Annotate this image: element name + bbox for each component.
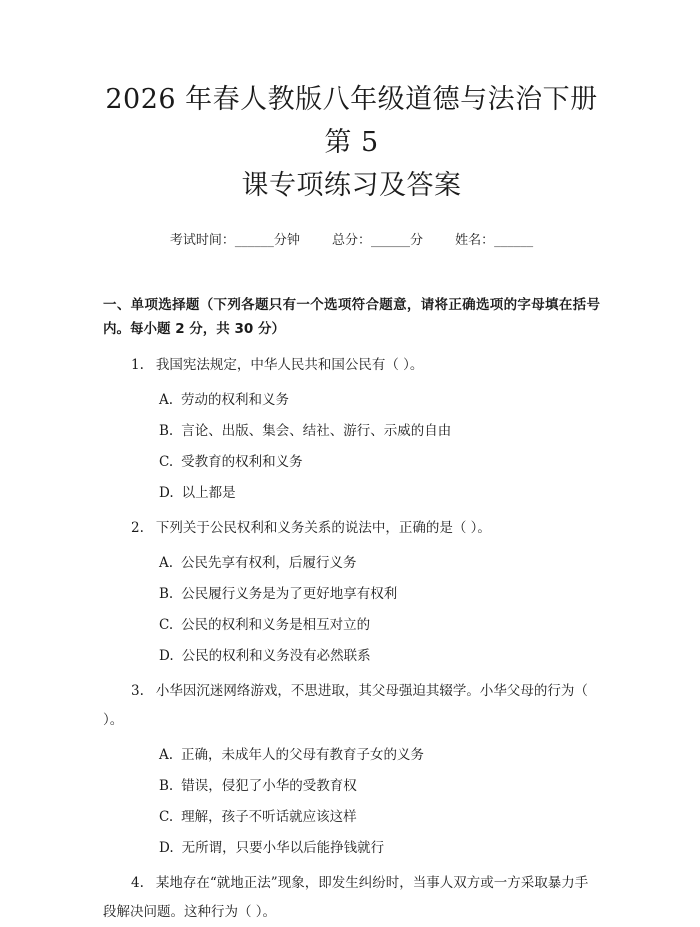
option-text: 受教育的权利和义务 xyxy=(181,454,303,470)
option-text: 理解，孩子不听话就应该这样 xyxy=(181,809,357,825)
question-2 xyxy=(103,514,600,667)
option-b xyxy=(159,776,600,797)
total-score-unit: 分 xyxy=(410,233,424,248)
option-letter: D. xyxy=(159,485,174,501)
question-number: 1. xyxy=(131,357,144,373)
option-c xyxy=(159,807,600,828)
title-line-1: 2026 年春人教版八年级道德与法治下册第 5 xyxy=(105,84,598,158)
exam-time xyxy=(170,233,300,248)
question-stem xyxy=(103,869,600,927)
question-text: 我国宪法规定，中华人民共和国公民有（ ）。 xyxy=(155,357,424,373)
question-text: 小华因沉迷网络游戏，不思进取，其父母强迫其辍学。小华父母的行为（ ）。 xyxy=(103,683,588,728)
option-text: 公民的权利和义务是相互对立的 xyxy=(181,617,371,633)
option-text: 公民履行义务是为了更好地享有权利 xyxy=(181,586,398,602)
option-c xyxy=(159,615,600,636)
option-letter: A. xyxy=(159,555,174,571)
option-d xyxy=(159,646,600,667)
option-d xyxy=(159,483,600,504)
option-text: 错误，侵犯了小华的受教育权 xyxy=(181,778,357,794)
option-a xyxy=(159,553,600,574)
option-text: 劳动的权利和义务 xyxy=(181,392,290,408)
option-letter: D. xyxy=(159,840,174,856)
exam-time-unit: 分钟 xyxy=(273,233,300,248)
total-score xyxy=(332,233,423,248)
total-score-label: 总分： xyxy=(331,233,371,248)
option-text: 言论、出版、集会、结社、游行、示威的自由 xyxy=(181,423,452,439)
option-text: 公民的权利和义务没有必然联系 xyxy=(181,648,371,664)
question-stem xyxy=(103,514,600,543)
question-3 xyxy=(103,677,600,859)
exam-time-label: 考试时间： xyxy=(169,233,235,248)
exam-time-blank: ______ xyxy=(234,233,274,248)
option-letter: B. xyxy=(159,423,174,439)
option-b xyxy=(159,584,600,605)
question-text: 下列关于公民权利和义务关系的说法中，正确的是（ ）。 xyxy=(155,520,491,536)
total-score-blank: ______ xyxy=(371,233,410,248)
question-1 xyxy=(103,351,600,504)
exam-info xyxy=(103,231,600,251)
option-text: 公民先享有权利，后履行义务 xyxy=(181,555,357,571)
option-letter: A. xyxy=(159,392,174,408)
document-title xyxy=(103,0,600,207)
option-text: 正确，未成年人的父母有教育子女的义务 xyxy=(181,747,425,763)
option-a xyxy=(159,745,600,766)
option-text: 以上都是 xyxy=(181,485,236,501)
option-letter: C. xyxy=(159,809,174,825)
option-b xyxy=(159,421,600,442)
student-name xyxy=(455,233,533,248)
question-number: 3. xyxy=(131,683,144,699)
option-a xyxy=(159,390,600,411)
student-name-label: 姓名： xyxy=(455,233,495,248)
option-letter: D. xyxy=(159,648,174,664)
section-title: 一、单项选择题（下列各题只有一个选项符合题意，请将正确选项的字母填在括号内。每小题 2 分，共 30 分） xyxy=(103,297,600,337)
option-letter: B. xyxy=(159,586,174,602)
option-letter: A. xyxy=(159,747,174,763)
option-letter: B. xyxy=(159,778,174,794)
question-stem xyxy=(103,351,600,380)
option-d xyxy=(159,838,600,859)
question-number: 4. xyxy=(131,875,144,891)
option-letter: C. xyxy=(159,454,174,470)
student-name-blank: ______ xyxy=(494,233,534,248)
question-number: 2. xyxy=(131,520,144,536)
option-c xyxy=(159,452,600,473)
question-text: 某地存在“就地正法”现象，即发生纠纷时，当事人双方或一方采取暴力手段解决问题。这种行为（ ）。 xyxy=(103,875,589,920)
option-letter: C. xyxy=(159,617,174,633)
question-4 xyxy=(103,869,600,927)
title-line-2: 课专项练习及答案 xyxy=(241,170,462,201)
option-text: 无所谓，只要小华以后能挣钱就行 xyxy=(181,840,385,856)
question-stem xyxy=(103,677,600,735)
